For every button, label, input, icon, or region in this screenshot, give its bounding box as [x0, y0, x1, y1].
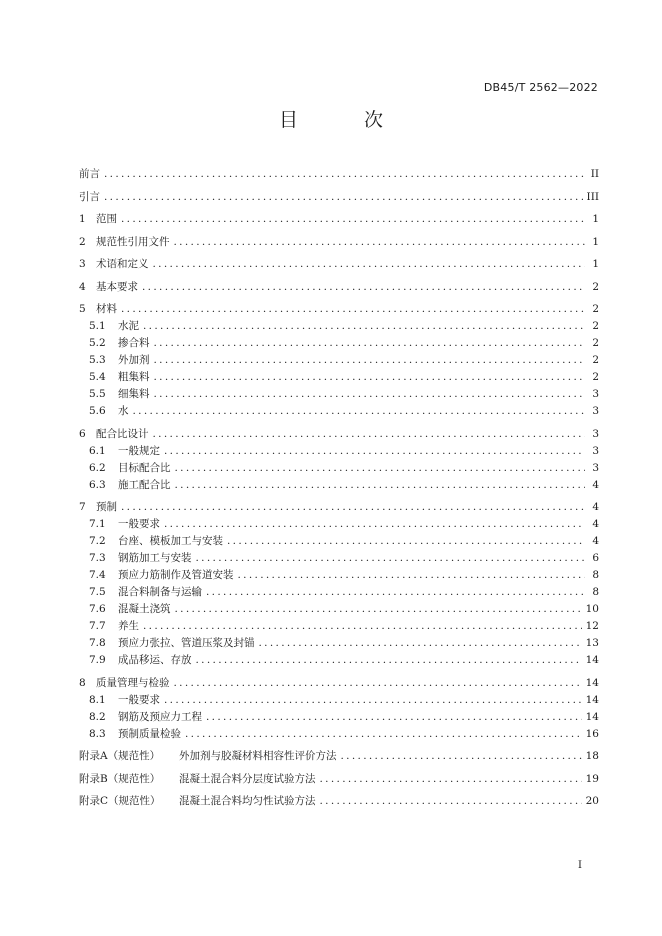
- toc-leader-dots: [121, 301, 585, 318]
- toc-entry-label: 前言: [79, 168, 100, 180]
- toc-entry-label: 钢筋加工与安装: [118, 552, 192, 564]
- toc-entry-number: 8.2: [89, 710, 106, 723]
- toc-entry[interactable]: [79, 652, 599, 669]
- toc-entry[interactable]: [79, 601, 599, 618]
- toc-entry-page: 1: [592, 235, 599, 248]
- toc-entry-label: 施工配合比: [118, 478, 171, 491]
- toc-entry-number: 8.1: [89, 693, 106, 706]
- toc-leader-dots: [154, 369, 586, 386]
- toc-leader-dots: [206, 709, 582, 726]
- toc-entry-number: 6.1: [89, 444, 106, 457]
- toc-entry-label: 规范性引用文件: [96, 235, 170, 248]
- toc-entry-number: 7: [79, 501, 86, 513]
- toc-entry-label: 配合比设计: [96, 427, 149, 440]
- toc-entry-label: 混合料制备与运输: [118, 586, 202, 598]
- toc-entry-number: 5.1: [89, 320, 106, 332]
- toc-entry-page: 16: [585, 727, 599, 740]
- toc-leader-dots: [175, 460, 586, 477]
- toc-leader-dots: [196, 550, 586, 567]
- toc-entry-label: 钢筋及预应力工程: [118, 710, 202, 723]
- toc-entry-page: 1: [592, 258, 599, 270]
- toc-entry-label: 掺合料: [118, 337, 150, 349]
- toc-leader-dots: [121, 499, 585, 516]
- toc-entry-number: 5.6: [89, 405, 106, 417]
- page-number: I: [578, 860, 582, 871]
- toc-entry[interactable]: [79, 618, 599, 635]
- toc-leader-dots: [164, 516, 585, 533]
- toc-entry-number: 6.2: [89, 461, 106, 474]
- toc-entry-page: 14: [585, 693, 599, 706]
- toc-entry-label: 目标配合比: [118, 461, 171, 474]
- toc-entry[interactable]: [79, 426, 599, 443]
- toc-entry[interactable]: [79, 279, 599, 296]
- toc-entry[interactable]: [79, 166, 599, 183]
- toc-entry-page: 12: [585, 620, 599, 632]
- toc-leader-dots: [227, 533, 585, 550]
- toc-entry-label: 质量管理与检验: [96, 676, 170, 689]
- toc-entry-page: 6: [592, 552, 599, 564]
- toc-entry[interactable]: [79, 499, 599, 516]
- toc-entry-label: 预制: [96, 501, 117, 513]
- toc-entry-label: 材料: [96, 303, 117, 315]
- toc-entry-label: 细集料: [118, 388, 150, 400]
- toc-entry-page: 14: [585, 654, 599, 666]
- toc-entry-label: 基本要求: [96, 280, 138, 293]
- toc-entry-number: 5.4: [89, 371, 106, 383]
- toc-entry[interactable]: [79, 709, 599, 726]
- toc-leader-dots: [153, 256, 586, 273]
- toc-leader-dots: [238, 567, 586, 584]
- toc-entry[interactable]: [79, 748, 599, 765]
- toc-entry-page: 4: [592, 501, 599, 513]
- toc-entry-page: 14: [585, 710, 599, 723]
- toc-entry-label: 混凝土混合料均匀性试验方法: [179, 795, 316, 807]
- toc-entry-page: 2: [592, 371, 599, 383]
- toc-leader-dots: [143, 618, 582, 635]
- toc-entry[interactable]: [79, 533, 599, 550]
- toc-entry[interactable]: [79, 771, 599, 788]
- toc-entry[interactable]: [79, 635, 599, 652]
- toc-entry-label: 预制质量检验: [118, 727, 181, 740]
- toc-entry-number: 5.2: [89, 337, 106, 349]
- toc-leader-dots: [174, 675, 582, 692]
- toc-entry-number: 5.5: [89, 388, 106, 400]
- toc-leader-dots: [175, 477, 586, 494]
- toc-entry-page: 2: [592, 320, 599, 332]
- table-of-contents: [79, 166, 599, 810]
- toc-entry-number: 4: [79, 280, 86, 293]
- toc-entry-number: 7.2: [89, 535, 106, 547]
- toc-entry[interactable]: [79, 675, 599, 692]
- toc-entry[interactable]: [79, 516, 599, 533]
- toc-entry-label: 外加剂: [118, 354, 150, 366]
- toc-entry-number: 8.3: [89, 727, 106, 740]
- toc-entry-page: 3: [592, 405, 599, 417]
- toc-entry-page: 2: [592, 354, 599, 366]
- toc-entry-page: 2: [592, 337, 599, 349]
- toc-entry-page: 3: [592, 444, 599, 457]
- toc-entry-page: 18: [585, 750, 599, 762]
- toc-leader-dots: [154, 352, 586, 369]
- toc-entry[interactable]: [79, 211, 599, 228]
- toc-entry[interactable]: [79, 335, 599, 352]
- toc-entry-number: 8: [79, 676, 86, 689]
- toc-entry[interactable]: [79, 692, 599, 709]
- toc-entry-page: 4: [592, 478, 599, 491]
- toc-entry[interactable]: [79, 567, 599, 584]
- toc-entry[interactable]: [79, 352, 599, 369]
- toc-leader-dots: [185, 726, 582, 743]
- toc-entry-page: 20: [585, 795, 599, 807]
- page-title: 目 次: [278, 109, 414, 131]
- document-code: DB45/T 2562—2022: [483, 81, 598, 94]
- toc-leader-dots: [259, 635, 582, 652]
- toc-leader-dots: [320, 771, 582, 788]
- toc-leader-dots: [143, 318, 585, 335]
- toc-entry-label: 一般要求: [118, 693, 160, 706]
- toc-entry-page: 10: [585, 603, 599, 615]
- toc-entry-number: 5.3: [89, 354, 106, 366]
- toc-entry[interactable]: [79, 477, 599, 494]
- toc-entry[interactable]: [79, 793, 599, 810]
- toc-leader-dots: [154, 335, 586, 352]
- toc-entry-page: 3: [592, 461, 599, 474]
- toc-entry-page: 4: [592, 518, 599, 530]
- toc-entry-number: 7.3: [89, 552, 106, 564]
- toc-entry-label: 成品移运、存放: [118, 654, 192, 666]
- toc-leader-dots: [154, 386, 586, 403]
- toc-entry[interactable]: [79, 403, 599, 420]
- toc-entry-number: 附录B（规范性）: [79, 772, 161, 785]
- toc-leader-dots: [206, 584, 585, 601]
- toc-entry-label: 养生: [118, 620, 139, 632]
- toc-entry-label: 术语和定义: [96, 258, 149, 270]
- toc-entry-page: 8: [592, 569, 599, 581]
- toc-entry-number: 1: [79, 213, 86, 225]
- toc-entry-number: 附录A（规范性）: [79, 750, 161, 762]
- toc-entry-label: 一般规定: [118, 444, 160, 457]
- toc-entry[interactable]: [79, 256, 599, 273]
- toc-leader-dots: [153, 426, 586, 443]
- toc-entry-label: 预应力张拉、管道压浆及封锚: [118, 637, 255, 649]
- toc-entry-number: 6: [79, 427, 86, 440]
- toc-entry[interactable]: [79, 318, 599, 335]
- toc-leader-dots: [133, 403, 586, 420]
- toc-entry-page: 4: [592, 535, 599, 547]
- toc-entry[interactable]: [79, 550, 599, 567]
- toc-entry-number: 3: [79, 258, 86, 270]
- toc-leader-dots: [104, 166, 585, 183]
- toc-entry-number: 2: [79, 235, 86, 248]
- toc-entry[interactable]: [79, 189, 599, 206]
- toc-entry-number: 7.5: [89, 586, 106, 598]
- toc-entry[interactable]: [79, 443, 599, 460]
- toc-entry-label: 水: [118, 405, 129, 417]
- toc-leader-dots: [104, 189, 583, 206]
- toc-leader-dots: [341, 748, 582, 765]
- toc-entry-label: 外加剂与胶凝材料相容性评价方法: [179, 750, 337, 762]
- toc-entry-number: 6.3: [89, 478, 106, 491]
- toc-entry-page: 3: [592, 388, 599, 400]
- toc-entry[interactable]: [79, 301, 599, 318]
- toc-entry-page: 2: [592, 303, 599, 315]
- toc-entry-label: 预应力筋制作及管道安装: [118, 569, 234, 581]
- toc-leader-dots: [164, 692, 582, 709]
- toc-entry[interactable]: [79, 726, 599, 743]
- toc-entry-page: 19: [585, 772, 599, 785]
- toc-entry-page: 13: [585, 637, 599, 649]
- toc-entry-page: 8: [592, 586, 599, 598]
- toc-leader-dots: [320, 793, 582, 810]
- toc-leader-dots: [164, 443, 585, 460]
- toc-entry-label: 引言: [79, 190, 100, 203]
- toc-entry-label: 范围: [96, 213, 117, 225]
- toc-entry-label: 粗集料: [118, 371, 150, 383]
- toc-entry-label: 一般要求: [118, 518, 160, 530]
- toc-entry-number: 7.4: [89, 569, 106, 581]
- toc-entry-number: 附录C（规范性）: [79, 795, 161, 807]
- toc-entry-page: 14: [585, 676, 599, 689]
- toc-entry-page: 3: [592, 427, 599, 440]
- toc-entry-number: 7.7: [89, 620, 106, 632]
- toc-leader-dots: [196, 652, 582, 669]
- toc-entry-number: 7.9: [89, 654, 106, 666]
- toc-entry-label: 混凝土浇筑: [118, 603, 171, 615]
- toc-leader-dots: [121, 211, 585, 228]
- toc-entry-number: 7.1: [89, 518, 106, 530]
- toc-entry-number: 7.6: [89, 603, 106, 615]
- toc-leader-dots: [142, 279, 585, 296]
- toc-entry-number: 5: [79, 303, 86, 315]
- toc-entry-page: II: [590, 168, 599, 180]
- toc-entry-label: 台座、模板加工与安装: [118, 535, 223, 547]
- toc-entry-page: 1: [592, 213, 599, 225]
- toc-entry[interactable]: [79, 386, 599, 403]
- toc-leader-dots: [175, 601, 582, 618]
- toc-entry-number: 7.8: [89, 637, 106, 649]
- toc-entry-page: 2: [592, 280, 599, 293]
- toc-entry[interactable]: [79, 234, 599, 251]
- toc-entry[interactable]: [79, 584, 599, 601]
- toc-entry-page: III: [586, 190, 599, 203]
- toc-entry-label: 混凝土混合料分层度试验方法: [179, 772, 316, 785]
- toc-entry[interactable]: [79, 460, 599, 477]
- toc-entry[interactable]: [79, 369, 599, 386]
- toc-entry-label: 水泥: [118, 320, 139, 332]
- toc-leader-dots: [174, 234, 586, 251]
